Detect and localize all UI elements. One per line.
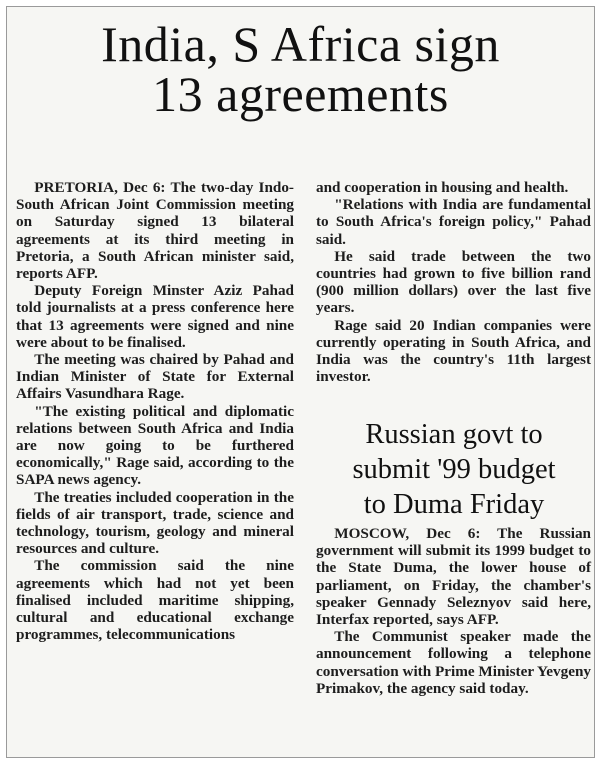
article2-paragraph-2: The Communist speaker made the announcement following a telephone conversation with Prime Minister Yevgeny Primakov, the agency said today. bbox=[316, 628, 592, 697]
secondary-headline-line-1: Russian govt to bbox=[365, 419, 543, 450]
article1-paragraph-4: "The existing political and diplomatic relations between South Africa and India are now going to be furthered economically," Rage said, according to the SAPA news agency. bbox=[16, 402, 294, 489]
article1-paragraph-1: PRETORIA, Dec 6: The two-day Indo-South African Joint Commission meeting on Saturday signed 13 bilateral agreements at its third meeting in Pretoria, a South African minister said, reports AFP. bbox=[16, 179, 294, 283]
main-headline bbox=[7, 16, 594, 122]
article1-continuation-3: He said trade between the two countries had grown to five billion rand (900 million dollars) over the last five years. bbox=[316, 247, 591, 317]
main-headline-line-2: 13 agreements bbox=[152, 66, 449, 122]
article2-body bbox=[316, 525, 591, 697]
article1-paragraph-5: The treaties included cooperation in the fields of air transport, trade, science and technology, tourism, geology and mineral resources and culture. bbox=[16, 488, 294, 558]
article1-paragraph-3: The meeting was chaired by Pahad and Indian Minister of State for External Affairs Vasundhara Rage. bbox=[16, 351, 294, 403]
article1-paragraph-6: The commission said the nine agreements which had not yet been finalised included maritime shipping, cultural and educational exchange programmes, telecommunications bbox=[16, 557, 294, 644]
article1-left-column bbox=[16, 179, 294, 643]
secondary-headline-line-2: submit '99 budget bbox=[352, 454, 556, 485]
article1-paragraph-2: Deputy Foreign Minster Aziz Pahad told journalists at a press conference here that 13 agreements were signed and nine were about to be finalised. bbox=[16, 282, 294, 351]
secondary-headline-line-3: to Duma Friday bbox=[363, 489, 545, 520]
newspaper-clipping bbox=[6, 6, 595, 758]
article2-paragraph-1: MOSCOW, Dec 6: The Russian government will submit its 1999 budget to the State Duma, the lower house of parliament, on Friday, the chamber's speaker Gennady Seleznyov said here, Interfax reported, says AFP. bbox=[316, 525, 591, 629]
article1-right-column bbox=[316, 179, 591, 385]
article1-continuation-4: Rage said 20 Indian companies were currently operating in South Africa, and India was the country's 11th largest investor. bbox=[316, 316, 591, 386]
article1-continuation-2: "Relations with India are fundamental to South Africa's foreign policy," Pahad said. bbox=[316, 196, 591, 248]
secondary-headline bbox=[315, 417, 593, 522]
article1-continuation-1: and cooperation in housing and health. bbox=[316, 179, 569, 196]
main-headline-line-1: India, S Africa sign bbox=[101, 16, 500, 72]
